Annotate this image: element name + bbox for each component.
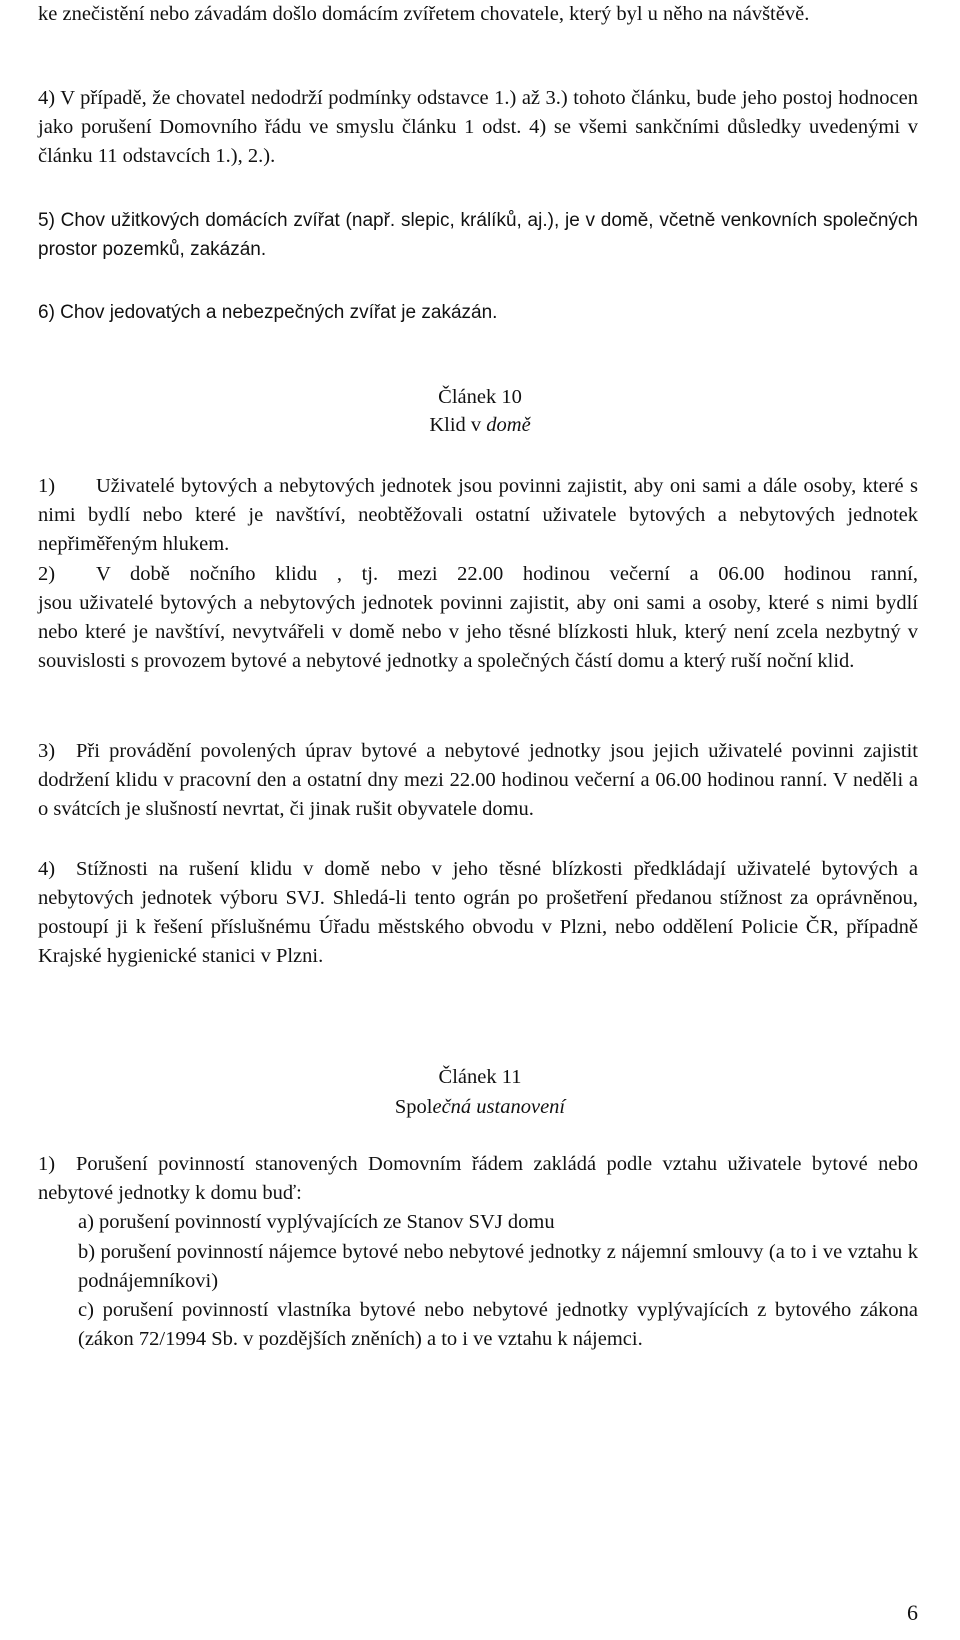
article-10-item-3-number: 3) [38,740,56,762]
paragraph-4: 4) V případě, že chovatel nedodrží podmínky odstavce 1.) až 3.) tohoto článku, bude jeho postoj hodnocen jako porušení Domovního řádu ve smyslu článku 1 odst. 4) se všemi sankčními důsledky uvedenými v článku 11 odstavcích 1.), 2.). [38,87,918,167]
article-10-item-3-content: Při provádění povolených úprav bytové a nebytové jednotky jsou jejich uživatelé povinni zajistit dodržení klidu v pracovní den a ostatní dny mezi 22.00 hodinou večerní a 06.00 hodinou ranní. V neděli a o svátcích je slušností nevrtat, či jinak rušit obyvatele domu. [38,740,918,820]
article-10-item-2-first-line: V době nočního klidu , tj. mezi 22.00 hodinou večerní a 06.00 hodinou ranní, [96,563,918,585]
article-10-subtitle-italic: domě [486,414,531,436]
article-10-item-3-block [38,737,918,824]
page-number: 6 [907,1600,918,1625]
article-10-title: Článek 10 [438,386,522,408]
article-10-subtitle [0,410,960,440]
paragraph-6: 6) Chov jedovatých a nebezpečných zvířat je zakázán. [38,302,498,323]
article-11-item-1-content: Porušení povinností stanovených Domovním řádem zakládá podle vztahu uživatele bytové nebo nebytové jednotky k domu buď: [38,1153,918,1204]
article-11-subtitle-italic: ečná ustanovení [432,1096,566,1118]
article-10-item-4-number: 4) [38,858,56,880]
article-11-item-1-number: 1) [38,1153,56,1175]
article-10-item-4-block [38,855,918,971]
article-11-subtitle [0,1092,960,1122]
paragraph-fragment: ke znečistění nebo závadám došlo domácím zvířetem chovatele, který byl u něho na návštěvě. [38,3,810,25]
article-11-item-a: a) porušení povinností vyplývajících ze Stanov SVJ domu [78,1211,555,1233]
article-10-item-2-text: jsou uživatelé bytových a nebytových jednotek povinni zajistit, aby oni sami a osoby, které s nimi bydlí nebo které je navštíví, nevytvářeli v domě nebo v jeho těsné blízkosti hluk, který není zcela nezbytný v souvislosti s provozem bytové a nebytové jednotky a společných částí domu a který ruší noční klid. [38,592,918,672]
article-11-item-1-text [38,1150,918,1208]
paragraph-5: 5) Chov užitkových domácích zvířat (např. slepic, králíků, aj.), je v domě, včetně venkovních společných prostor pozemků, zakázán. [38,210,918,260]
article-10-subtitle-plain: Klid v [429,414,487,436]
article-11-title: Článek 11 [438,1066,522,1088]
article-10-item-2-number: 2) [38,563,56,585]
article-11-item-c: c) porušení povinností vlastníka bytové nebo nebytové jednotky vyplývajících z bytového zákona (zákon 72/1994 Sb. v pozdějších zněních) a to i ve vztahu k nájemci. [78,1299,918,1350]
article-10-item-1-number: 1) [38,475,56,497]
article-11-item-b: b) porušení povinností nájemce bytové nebo nebytové jednotky z nájemní smlouvy (a to i ve vztahu k podnájemníkovi) [78,1241,918,1292]
article-10-item-4-content: Stížnosti na rušení klidu v domě nebo v jeho těsné blízkosti předkládají uživatelé bytových a nebytových jednotek výboru SVJ. Shledá-li tento ográn po prošetření předanou stížnost za oprávněnou, postoupí ji k řešení příslušnému Úřadu městského obvodu v Plzni, nebo oddělení Policie ČR, případně Krajské hygienické stanici v Plzni. [38,858,918,967]
article-10-item-1-text: Uživatelé bytových a nebytových jednotek jsou povinni zajistit, aby oni sami a dále osoby, které s nimi bydlí nebo které je navštíví, neobtěžovali ostatní uživatele bytových a nebytových jednotek nepřiměřeným hlukem. [38,475,918,555]
article-11-subtitle-plain: Spol [394,1096,433,1118]
